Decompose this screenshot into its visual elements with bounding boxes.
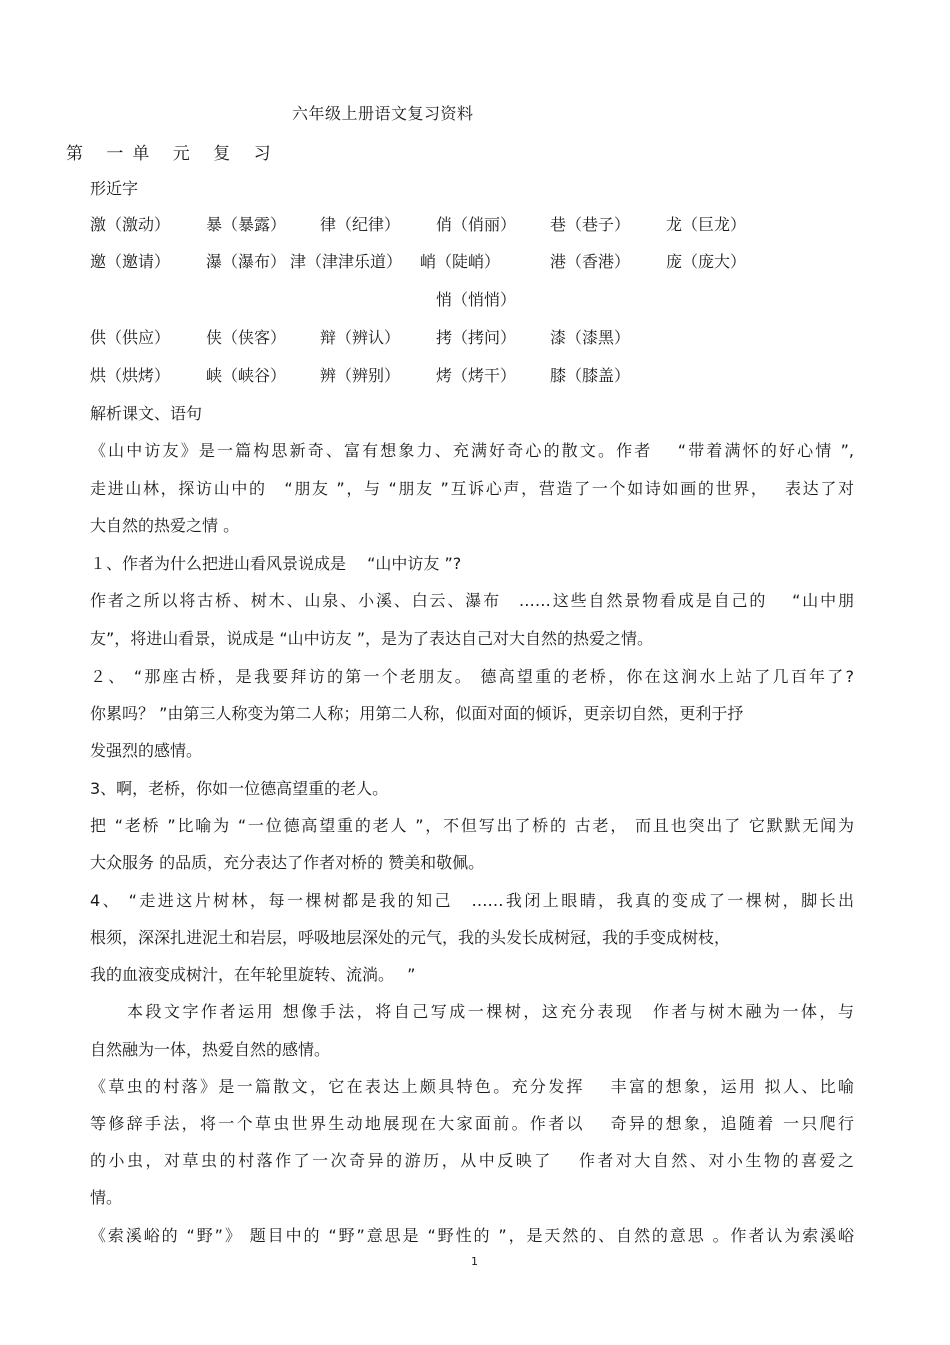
body-line: 本段文字作者运用 想像手法，将自己写成一棵树，这充分表现 作者与树木融为一体，与 bbox=[90, 1002, 854, 1021]
char-pair: 烘（烘烤） bbox=[90, 366, 171, 385]
char-pair: 邀（邀请） bbox=[90, 252, 171, 271]
char-pair: 激（激动） bbox=[90, 215, 171, 234]
char-pair: 辨（辨别） bbox=[320, 366, 401, 385]
section-heading-similar-characters: 形近字 bbox=[90, 179, 139, 198]
document-title: 六年级上册语文复习资料 bbox=[292, 104, 474, 123]
body-line: 自然融为一体，热爱自然的感情。 bbox=[90, 1040, 331, 1059]
body-line: 大众服务 的品质，充分表达了作者对桥的 赞美和敬佩。 bbox=[90, 853, 485, 872]
char-pair: 巷（巷子） bbox=[550, 215, 631, 234]
char-pair: 港（香港） bbox=[550, 252, 631, 271]
char-pair: 侠（侠客） bbox=[206, 328, 287, 347]
char-pair: 供（供应） bbox=[90, 328, 171, 347]
char-row bbox=[90, 287, 850, 311]
char-pair: 拷（拷问） bbox=[436, 328, 517, 347]
char-row bbox=[90, 325, 850, 349]
page-number: 1 bbox=[471, 1255, 478, 1268]
body-line: 作者之所以将古桥、树木、山泉、小溪、白云、瀑布 ……这些自然景物看成是自己的 “山中朋 bbox=[90, 591, 854, 610]
body-line: 《草虫的村落》是一篇散文，它在表达上颇具特色。充分发挥 丰富的想象，运用 拟人、比喻 bbox=[90, 1077, 854, 1096]
body-line: 你累吗？ ”由第三人称变为第二人称；用第二人称，似面对面的倾诉，更亲切自然，更利于抒 bbox=[90, 704, 744, 723]
char-pair: 烤（烤干） bbox=[436, 366, 517, 385]
question-line: ２、 “那座古桥，是我要拜访的第一个老朋友。 德高望重的老桥，你在这涧水上站了几百年了? bbox=[90, 667, 854, 686]
body-line: 情。 bbox=[90, 1188, 123, 1207]
body-line: 大自然的热爱之情 。 bbox=[90, 516, 240, 535]
char-pair: 悄（悄悄） bbox=[436, 290, 517, 309]
char-pair: 暴（暴露） bbox=[206, 215, 287, 234]
char-row bbox=[90, 363, 850, 387]
body-line: 根须，深深扎进泥土和岩层，呼吸地层深处的元气，我的头发长成树冠，我的手变成树枝， bbox=[90, 928, 731, 947]
char-pair: 津（津津乐道） bbox=[290, 252, 403, 271]
char-pair: 峭（陡峭） bbox=[420, 252, 501, 271]
char-row bbox=[90, 249, 850, 273]
body-line: 友”，将进山看景，说成是 “山中访友 ”，是为了表达自己对大自然的热爱之情。 bbox=[90, 629, 654, 648]
body-line: 的小虫，对草虫的村落作了一次奇异的游历，从中反映了 作者对大自然、对小生物的喜爱之 bbox=[90, 1151, 854, 1170]
body-line: 等修辞手法，将一个草虫世界生动地展现在大家面前。作者以 奇异的想象，追随着 一只爬行 bbox=[90, 1114, 854, 1133]
body-line: 我的血液变成树汁，在年轮里旋转、流淌。 ” bbox=[90, 965, 416, 984]
body-line: 《索溪峪的 “野”》 题目中的 “野”意思是 “野性的 ”，是天然的、自然的意思 。作者认为索溪峪 bbox=[90, 1226, 854, 1245]
char-pair: 辩（辨认） bbox=[320, 328, 401, 347]
question-line: 3、啊，老桥，你如一位德高望重的老人。 bbox=[90, 779, 389, 798]
unit-heading: 第 一单 元 复 习 bbox=[66, 144, 280, 164]
char-pair: 膝（膝盖） bbox=[550, 366, 631, 385]
char-pair: 俏（俏丽） bbox=[436, 215, 517, 234]
question-line: 4、 “走进这片树林，每一棵树都是我的知己 ……我闭上眼睛，我真的变成了一棵树，脚长出 bbox=[90, 891, 854, 910]
section-heading-text-analysis: 解析课文、语句 bbox=[90, 404, 203, 423]
question-line: １、作者为什么把进山看风景说成是 “山中访友 ”? bbox=[90, 554, 462, 573]
body-line: 发强烈的感情。 bbox=[90, 741, 203, 760]
char-pair: 龙（巨龙） bbox=[666, 215, 747, 234]
body-line: 《山中访友》是一篇构思新奇、富有想象力、充满好奇心的散文。作者 “带着满怀的好心情 ”, bbox=[90, 441, 854, 460]
body-line: 走进山林，探访山中的 “朋友 ”，与 “朋友 ”互诉心声，营造了一个如诗如画的世界， 表达了对 bbox=[90, 479, 854, 498]
char-pair: 瀑（瀑布） bbox=[206, 252, 287, 271]
char-pair: 庞（庞大） bbox=[666, 252, 747, 271]
char-row bbox=[90, 212, 850, 236]
char-pair: 律（纪律） bbox=[320, 215, 401, 234]
char-pair: 峡（峡谷） bbox=[206, 366, 287, 385]
body-line: 把 “老桥 ”比喻为 “一位德高望重的老人 ”，不但写出了桥的 古老， 而且也突出了 它默默无闻为 bbox=[90, 816, 854, 835]
char-pair: 漆（漆黑） bbox=[550, 328, 631, 347]
